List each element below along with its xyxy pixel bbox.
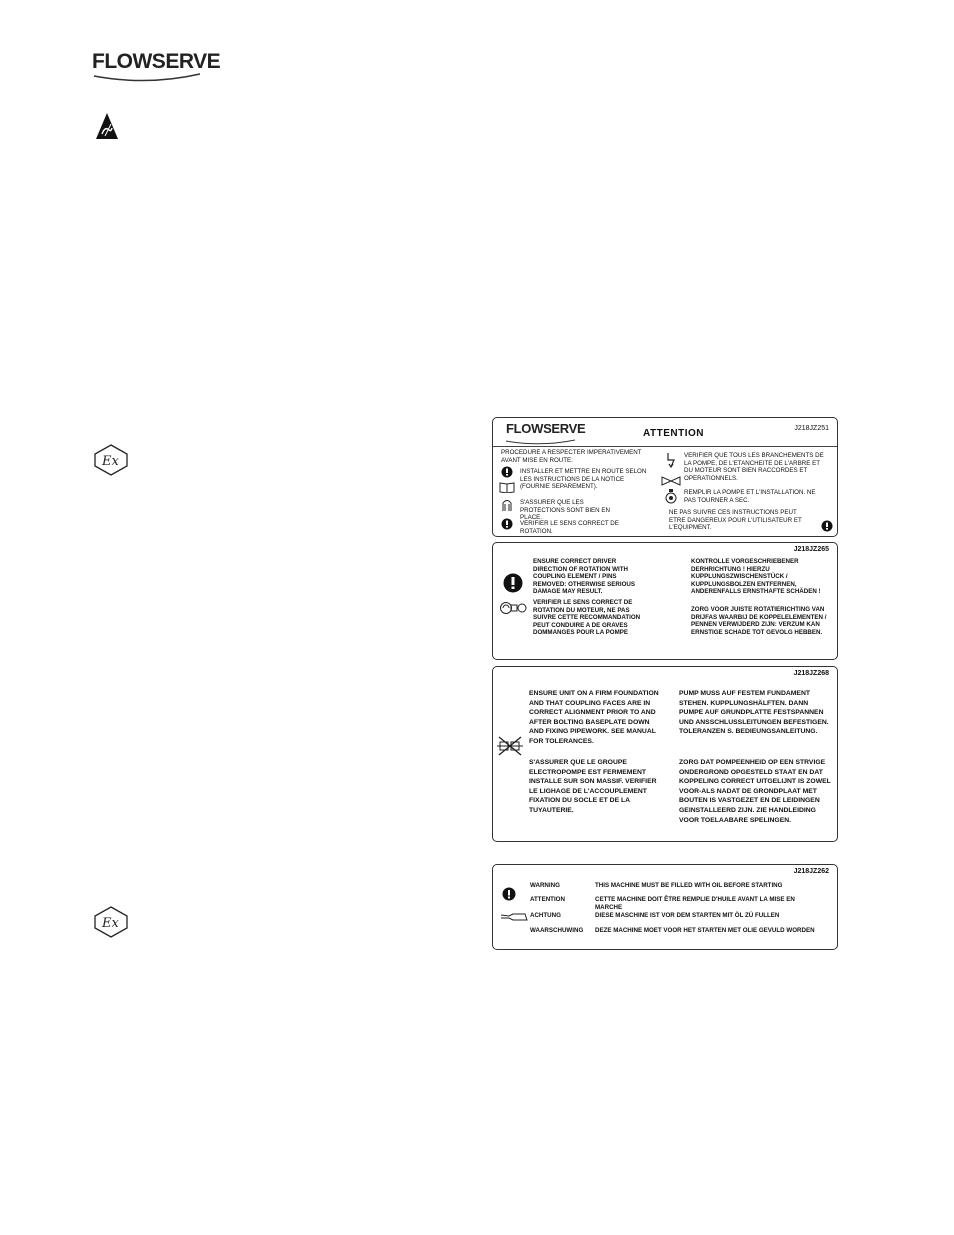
oil-text-2: DIESE MASCHINE IST VOR DEM STARTEN MIT ÖL ZÜ FULLEN [595,912,780,919]
foundation-fr-text: S'ASSURER QUE LE GROUPE ELECTROPOMPE EST FERMEMENT INSTALLE SUR SON MASSIF. VERIFIER LE LIGHAGE DE L'ACCOUPLEMENT FIXATION DU SOCLE ET DE LA TUYAUTERIE. [529,759,657,814]
rotation-de-text: KONTROLLE VORGESCHRIEBENER DERHRICHTUNG ! HIERZU KUPPLUNGSZWISCHENSTÜCK / KUPPLUNGSBOLZEN ENTFERNEN, ANDERENFALLS ERNSTHAFTE SCHÄDEN ! [691,558,821,596]
install-text: INSTALLER ET METTRE EN ROUTE SELON LES INSTRUCTIONS DE LA NOTICE (FOURNIE SEPAREMENT). [520,468,647,491]
label-brand: FLOWSERVE [506,421,586,436]
divider [493,446,837,447]
foundation-en-text: ENSURE UNIT ON A FIRM FOUNDATION AND THAT COUPLING FACES ARE IN CORRECT ALIGNMENT PRIOR TO AND AFTER BOLTING BASEPLATE DOWN AND FIXING PIPEWORK. SEE MANUAL FOR TOLERANCES. [529,690,659,745]
procedure-text: PROCEDURE A RESPECTER IMPERATIVEMENT AVANT MISE EN ROUTE: [501,449,642,464]
fill-text: REMPLIR LA POMPE ET L'INSTALLATION. NE PAS TOURNER A SEC. [684,489,816,504]
warning-text: NE PAS SUIVRE CES INSTRUCTIONS PEUT ETRE DANGEREUX POUR L'UTILISATEUR ET L'EQUIPMENT. [669,509,802,532]
exclamation-icon [502,887,516,901]
logo-text: FLOWSERVE [92,50,221,73]
oil-term-3: WAARSCHUWING [530,927,584,934]
fill-pump-icon [665,488,677,504]
exclamation-icon [821,520,833,532]
manual-book-icon [499,481,515,493]
label-rotation [492,542,838,660]
oil-can-icon [499,911,529,923]
electric-connection-icon [665,452,677,468]
foundation-de-text: PUMP MUSS AUF FESTEM FUNDAMENT STEHEN. KUPPLUNGSHÄLFTEN. DANN PUMPE AUF GRUNDPLATTE FESTSPANNEN UND ANSSCHLUSSLEITUNGEN BEFESTIGEN. TOLERANZEN S. BEDIEUNGSANLEITUNG. [679,690,829,736]
rotation-en-text: ENSURE CORRECT DRIVER DIRECTION OF ROTATION WITH COUPLING ELEMENT / PINS REMOVED: OTHERWISE SERIOUS DAMAGE MAY RESULT. [533,558,635,596]
label-code: J218JZ262 [793,868,829,875]
protections-text: S'ASSURER QUE LES PROTECTIONS SONT BIEN EN PLACE. [520,499,610,522]
oil-text-1: CETTE MACHINE DOIT ÊTRE REMPLIE D'HUILE AVANT LA MISE EN MARCHE [595,896,795,911]
guard-icon [501,498,513,512]
label-code: J218JZ268 [793,670,829,677]
logo-swoosh-icon [92,70,202,84]
rotation-coupling-icon [499,601,527,615]
rotation-text: VERIFIER LE SENS CORRECT DE ROTATION. [520,520,619,535]
label-foundation [492,666,838,842]
oil-term-1: ATTENTION [530,896,565,903]
esd-warning-icon [95,112,119,140]
exclamation-icon [501,466,513,478]
oil-text-3: DEZE MACHINE MOET VOOR HET STARTEN MET OLIE GEVULD WORDEN [595,927,815,934]
flowserve-logo [92,52,220,86]
ex-atex-icon [94,906,128,938]
rotation-fr-text: VERIFIER LE SENS CORRECT DE ROTATION DU MOTEUR, NE PAS SUIVRE CETTE RECOMMANDATION PEUT CONDUIRE A DE GRAVES DOMMANGES POUR LA POMPE [533,599,641,637]
svg-text:Ex: Ex [102,916,119,931]
label-attention [492,417,838,537]
label-code: J218JZ265 [793,546,829,553]
alignment-icon [497,735,523,757]
valve-icon [661,476,681,486]
ex-atex-icon [94,444,128,476]
connections-text: VERIFIER QUE TOUS LES BRANCHEMENTS DE LA POMPE, DE L'ETANCHEITE DE L'ARBRE ET DU MOTEUR SONT BIEN RACCORDES ET OPERATIONNELS. [684,452,824,482]
oil-text-0: THIS MACHINE MUST BE FILLED WITH OIL BEFORE STARTING [595,882,783,889]
svg-text:Ex: Ex [102,454,119,469]
oil-term-0: WARNING [530,882,560,889]
rotation-nl-text: ZORG VOOR JUISTE ROTATIERICHTING VAN DRIJFAS WAARBIJ DE KOPPELELEMENTEN / PENNEN VERWIJDERD ZIJN: VERZUM KAN ERNSTIGE SCHADE TOT GEVOLG HEBBEN. [691,606,827,636]
label-code: J218JZ251 [794,425,829,432]
label-oil-warning [492,864,838,950]
foundation-nl-text: ZORG DAT POMPEENHEID OP EEN STRVIGE ONDERGROND OPGESTELD STAAT EN DAT KOPPELING CORRECT UITGELIJNT IS ZOWEL VOOR-ALS NADAT DE GRONDPLAAT MET BOUTEN IS VASTGEZET EN DE LEIDINGEN GEINSTALLEERD ZIJN. ZIE HANDLEIDING VOOR TOELAABARE SPELINGEN. [679,759,831,824]
oil-term-2: ACHTUNG [530,912,561,919]
exclamation-icon [501,518,513,530]
exclamation-icon [503,573,523,593]
logo-swoosh-icon [505,438,577,446]
label-title: ATTENTION [643,428,704,439]
